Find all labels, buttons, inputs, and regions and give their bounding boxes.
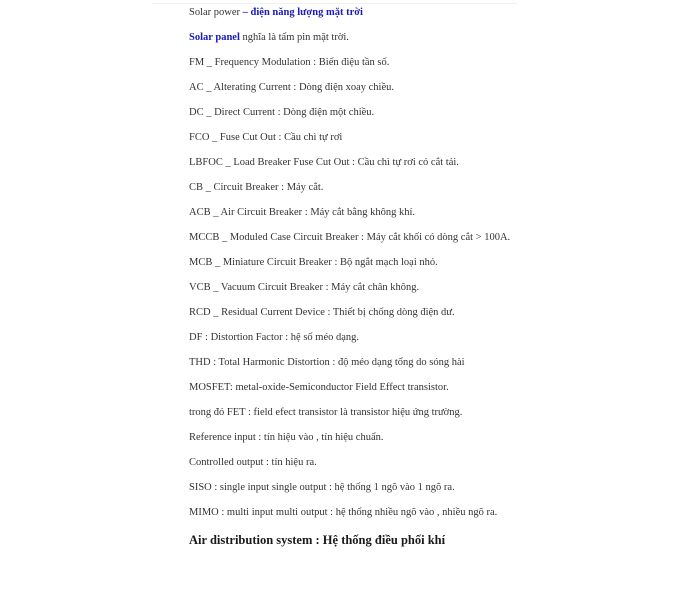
panel-term: Solar panel	[189, 32, 240, 43]
intro-separator: –	[240, 7, 251, 18]
intro-line	[189, 7, 689, 32]
glossary-line: trong đó FET : field efect transistor là transistor hiệu ứng trường.	[189, 407, 463, 418]
glossary-line: SISO : single input single output : hệ thống 1 ngõ vào 1 ngõ ra.	[189, 482, 455, 493]
glossary-line: LBFOC _ Load Breaker Fuse Cut Out : Cầu chì tự rơi có cắt tải.	[189, 157, 459, 168]
glossary-line: RCD _ Residual Current Device : Thiết bị chống dòng điện dư.	[189, 307, 455, 318]
glossary-line: CB _ Circuit Breaker : Máy cắt.	[189, 182, 324, 193]
glossary-content	[189, 7, 689, 548]
glossary-line: MCCB _ Moduled Case Circuit Breaker : Máy cắt khối có dòng cắt > 100A.	[189, 232, 511, 243]
intro-term: Solar power	[189, 7, 241, 18]
glossary-line: THD : Total Harmonic Distortion : độ méo dạng tổng do sóng hài	[189, 357, 465, 368]
glossary-line: VCB _ Vacuum Circuit Breaker : Máy cắt chân không.	[189, 282, 420, 293]
section-heading: Air distribution system : Hệ thống điều phối khí	[189, 533, 446, 547]
glossary-line: MOSFET: metal-oxide-Semiconductor Field Effect transistor.	[189, 382, 449, 393]
glossary-line: AC _ Alterating Current : Dòng điện xoay chiều.	[189, 82, 395, 93]
glossary-line: DF : Distortion Factor : hệ số méo dạng.	[189, 332, 360, 343]
panel-rest: nghĩa là tấm pin mặt trời.	[239, 32, 349, 43]
glossary-line: FCO _ Fuse Cut Out : Cầu chì tự rơi	[189, 132, 343, 143]
glossary-line: Reference input : tín hiệu vào , tín hiệu chuẩn.	[189, 432, 384, 443]
intro-meaning: điện năng lượng mặt trời	[250, 7, 363, 18]
glossary-line: DC _ Direct Current : Dòng điện một chiều.	[189, 107, 375, 118]
glossary-line: FM _ Frequency Modulation : Biến điệu tần số.	[189, 57, 390, 68]
top-divider	[152, 3, 517, 4]
glossary-line: ACB _ Air Circuit Breaker : Máy cắt bằng không khí.	[189, 207, 416, 218]
glossary-line: MIMO : multi input multi output : hệ thống nhiều ngõ vào , nhiều ngõ ra.	[189, 507, 498, 518]
glossary-line: MCB _ Miniature Circuit Breaker : Bộ ngắt mạch loại nhỏ.	[189, 257, 438, 268]
panel-line	[189, 32, 689, 57]
glossary-line: Controlled output : tín hiệu ra.	[189, 457, 317, 468]
